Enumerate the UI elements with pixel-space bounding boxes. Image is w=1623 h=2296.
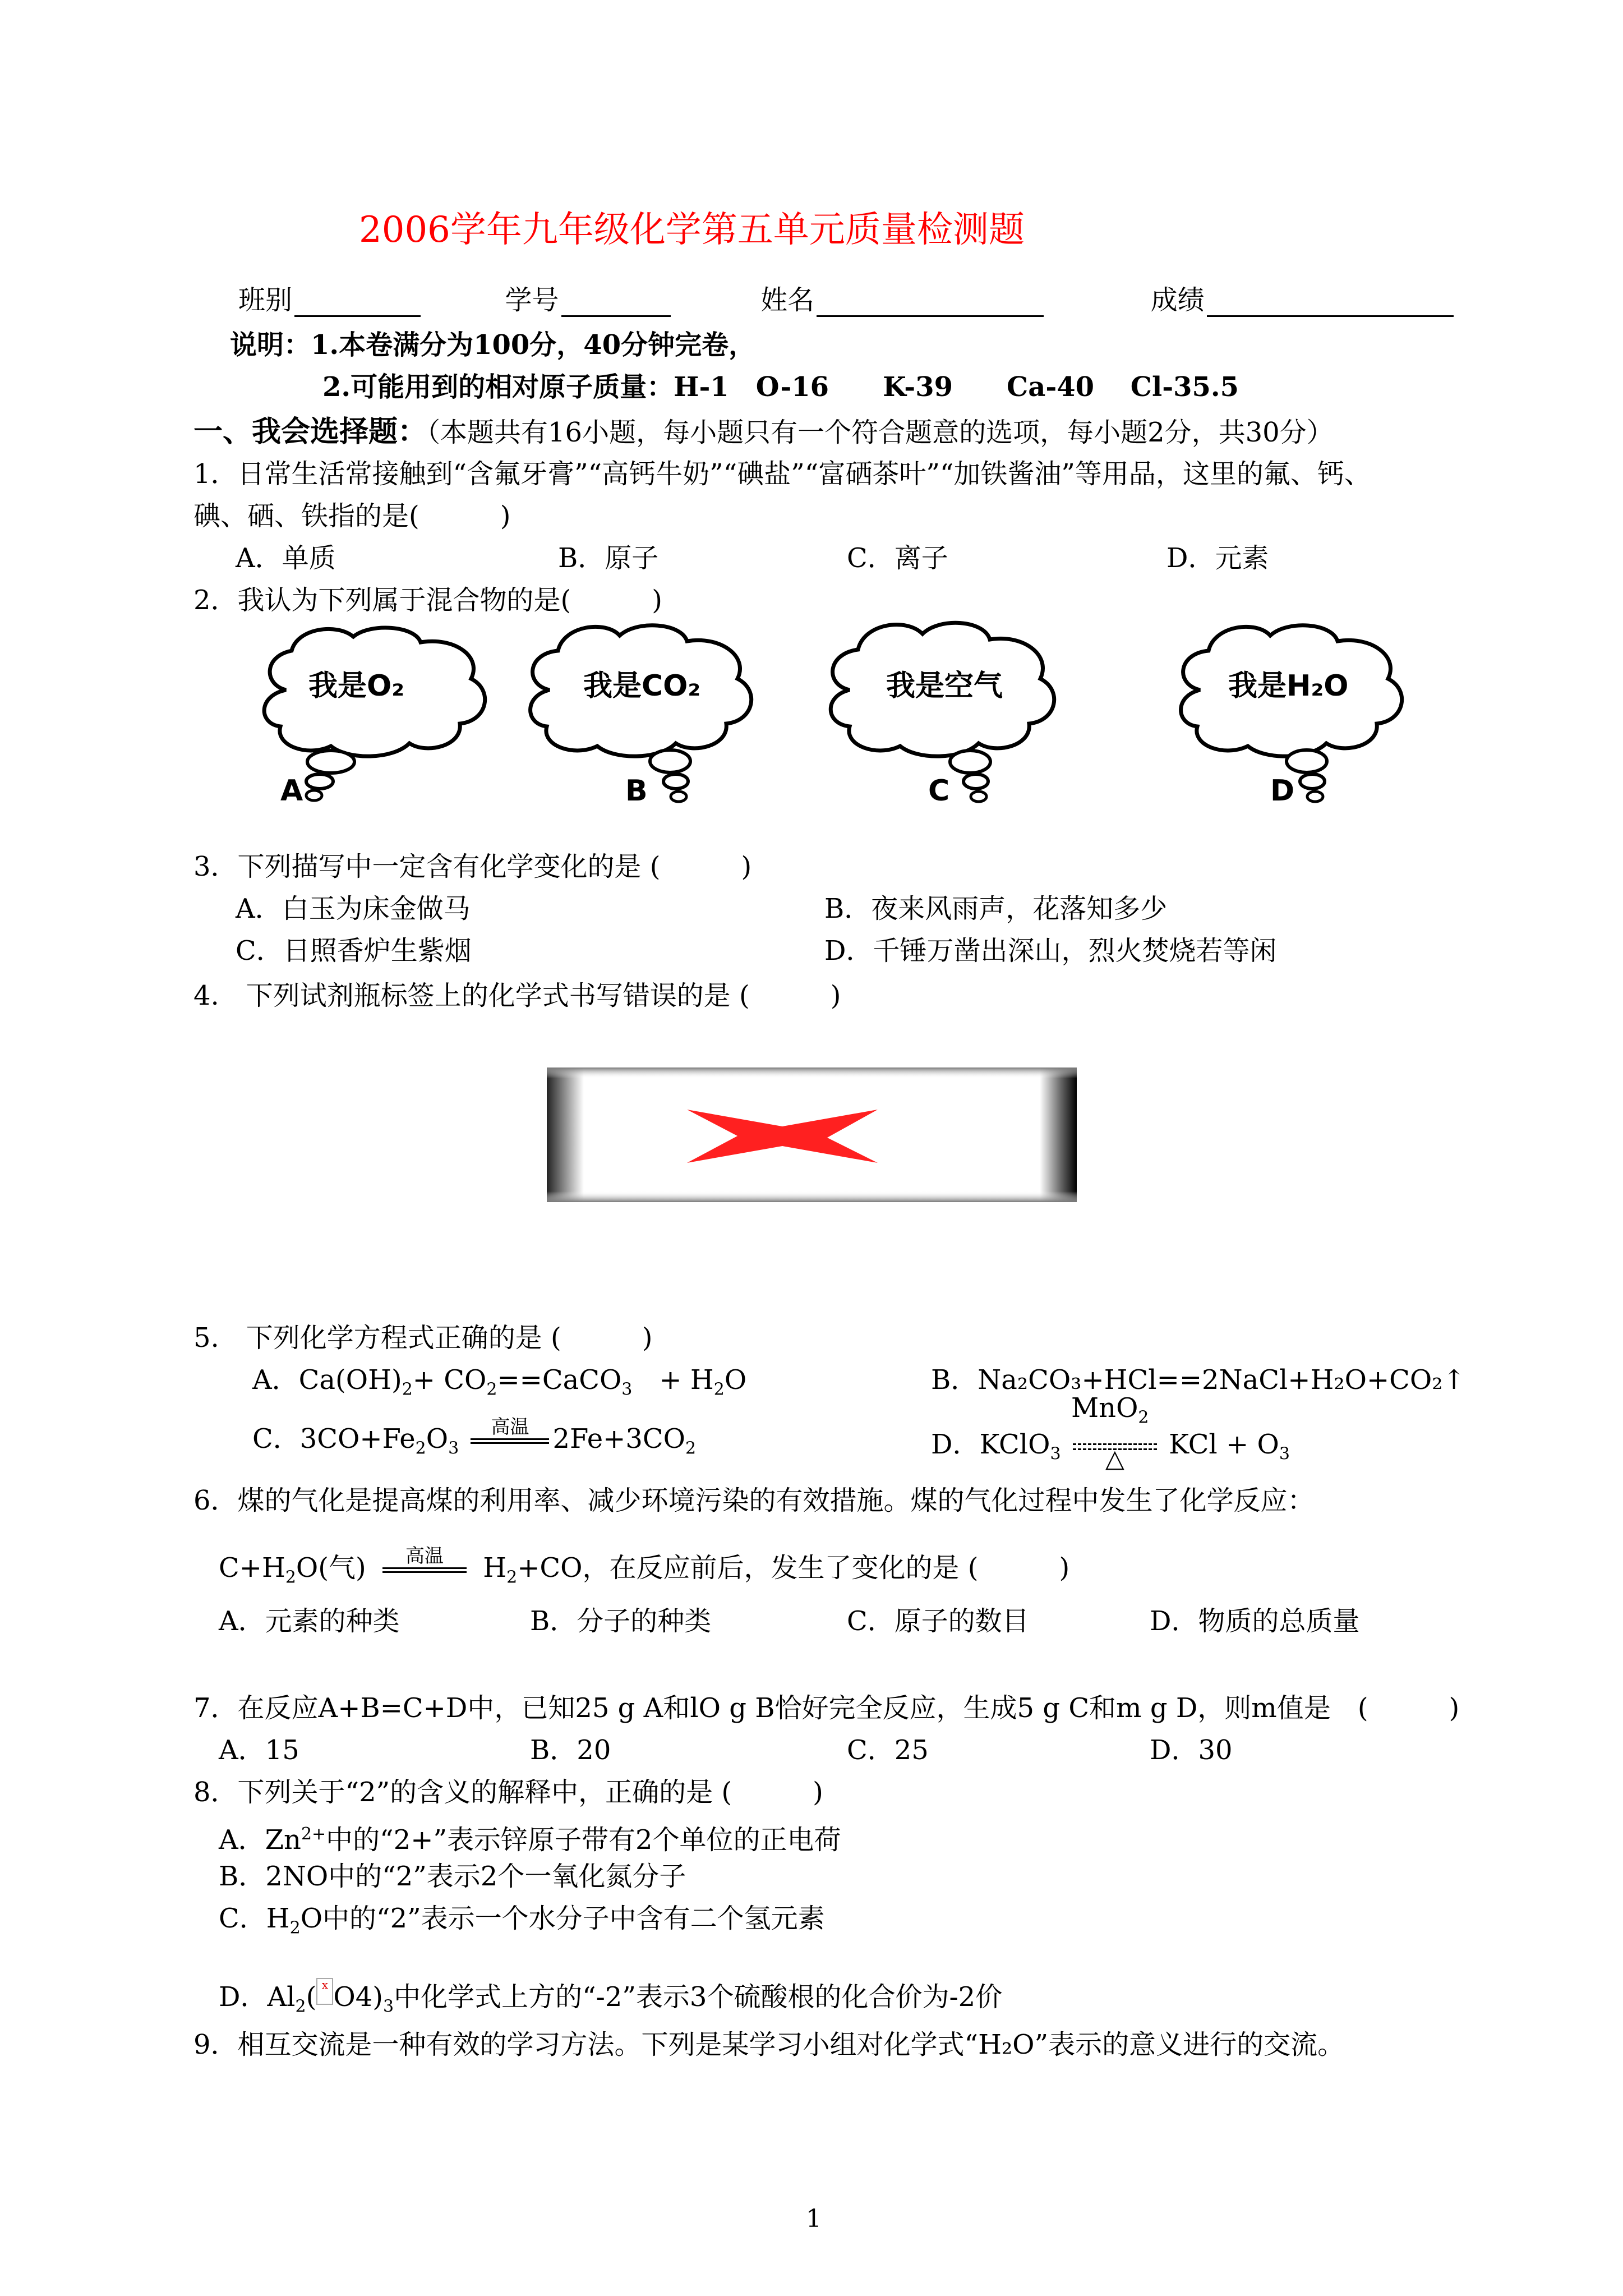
q1-option-a: A．单质 [236, 542, 336, 574]
q5-d-text-2: KCl + O [1169, 1429, 1279, 1460]
q8-c-text-1: C．H [219, 1903, 290, 1934]
q5-a-text-4: + H [632, 1364, 714, 1396]
broken-image-placeholder [547, 1068, 1077, 1202]
q5-a-text-1: A．Ca(OH) [252, 1364, 402, 1396]
q6-option-c: C．原子的数目 [847, 1605, 1029, 1637]
q5-c-text-1: C．3CO+Fe [252, 1423, 416, 1455]
score-label: 成绩 [1150, 284, 1205, 316]
q8-a-text-1: A．Zn [219, 1824, 301, 1856]
q5-a-text-5: O [724, 1364, 747, 1396]
notes-line-1: 说明：1.本卷满分为100分，40分钟完卷， [230, 329, 756, 361]
q5-stem: 5. 下列化学方程式正确的是 ( ) [193, 1322, 653, 1354]
q5-c-condition: 高温 [491, 1415, 529, 1438]
q7-option-d: D．30 [1150, 1734, 1233, 1766]
q1-option-d: D．元素 [1166, 542, 1269, 574]
cloud-d-text: 我是H₂O [1228, 669, 1349, 703]
class-field[interactable] [294, 291, 421, 317]
number-label: 学号 [505, 284, 559, 316]
cloud-a-text: 我是O₂ [308, 669, 404, 703]
q8-d-text-2: O [333, 1981, 356, 2013]
q5-d-catalyst: MnO$_2$ [1071, 1392, 1149, 1428]
q8-option-d: D．$Al_2$( x $O4)_3$中化学式上方的“-2”表示3个硫酸根的化合价为-2价 [219, 1977, 1003, 2017]
student-info-row [238, 283, 1454, 317]
q7-stem: 7．在反应A+B=C+D中，已知25 g A和lO g B恰好完全反应，生成5 g C和m g D，则m值是 ( ) [193, 1692, 1460, 1724]
q5-a-text-2: + CO [412, 1364, 487, 1396]
page-title: 2006学年九年级化学第五单元质量检测题 [359, 209, 1025, 251]
section1-heading: 一、我会选择题： [193, 415, 427, 449]
q1-option-c: C．离子 [847, 542, 948, 574]
q8-d-text-1: D．Al [219, 1981, 296, 2013]
q6-condition: 高温 [405, 1544, 444, 1567]
q1-line1: 1．日常生活常接触到“含氟牙膏”“高钙牛奶”“碘盐”“富硒茶叶”“加铁酱油”等用品，这里的氟、钙、 [193, 458, 1371, 490]
q5-option-d: D．KClO$_3$ △ KCl + $O_3$ [931, 1429, 1290, 1473]
q5-d-text-1: D．KClO [931, 1429, 1050, 1460]
q5-c-text-2: O [426, 1423, 449, 1455]
notes-line-2: 2.可能用到的相对原子质量：H-1 O-16 K-39 Ca-40 Cl-35.5 [322, 371, 1239, 403]
q8-option-b: B．2NO中的“2”表示2个一氧化氮分子 [219, 1861, 686, 1892]
q6-line1: 6．煤的气化是提高煤的利用率、减少环境污染的有效措施。煤的气化过程中发生了化学反应： [193, 1485, 1315, 1516]
q8-c-text-2: O中的“2”表示一个水分子中含有二个氢元素 [300, 1903, 825, 1934]
q5-option-b: B．Na₂CO₃+HCl==2NaCl+H₂O+CO₂↑ [931, 1364, 1465, 1396]
high-temp-condition-c [471, 1416, 549, 1444]
q6-option-b: B．分子的种类 [530, 1605, 712, 1637]
name-field[interactable] [817, 291, 1044, 317]
triangle-heat-icon: △ [1105, 1444, 1124, 1473]
cloud-b-text: 我是CO₂ [583, 669, 701, 703]
q8-stem: 8．下列关于“2”的含义的解释中，正确的是 ( ) [193, 1777, 823, 1808]
q8-a-text-2: 中的“2+”表示锌原子带有2个单位的正电荷 [326, 1824, 841, 1856]
q8-d-text-3: 中化学式上方的“-2”表示3个硫酸根的化合价为-2价 [394, 1981, 1003, 2013]
number-field[interactable] [561, 291, 671, 317]
high-temp-condition-q6 [382, 1545, 467, 1573]
q8-a-sup: 2+ [301, 1824, 326, 1844]
q8-option-a [219, 1818, 841, 1857]
q3-option-b: B．夜来风雨声，花落知多少 [824, 893, 1168, 924]
q8-option-c: C．$H_2O$中的“2”表示一个水分子中含有二个氢元素 [219, 1903, 825, 1938]
q6-text-3: H [483, 1552, 507, 1584]
section1-heading-row [193, 415, 1334, 449]
q6-text-2: O(气) [296, 1552, 366, 1584]
q7-option-b: B．20 [530, 1734, 611, 1766]
broken-image-icon: x [316, 1978, 333, 2005]
q5-option-c: C．$3CO+Fe_2O_3$ 高温 $2Fe+3CO_2$ [252, 1415, 697, 1458]
q5-option-a: A．$Ca(OH)_2+$ $CO_2==CaCO_3$ + $H_2O$ [252, 1364, 747, 1400]
q3-option-a: A．白玉为床金做马 [236, 893, 471, 924]
q3-option-d: D．千锤万凿出深山，烈火焚烧若等闲 [824, 935, 1277, 967]
q5-d-catalyst-text: MnO [1071, 1392, 1138, 1424]
page-number: 1 [806, 2205, 822, 2233]
heat-condition-d [1073, 1443, 1157, 1473]
name-label: 姓名 [760, 284, 815, 316]
q6-option-d: D．物质的总质量 [1150, 1605, 1360, 1637]
cloud-d-letter: D [1270, 774, 1295, 808]
q9-stem: 9．相互交流是一种有效的学习方法。下列是某学习小组对化学式“H₂O”表示的意义进行的交流。 [193, 2029, 1345, 2060]
q7-option-a: A．15 [219, 1734, 299, 1766]
q1-line2: 碘、硒、铁指的是( ) [193, 500, 511, 532]
q6-text-4: +CO，在反应前后，发生了变化的是 ( ) [517, 1552, 1070, 1584]
double-line [382, 1567, 467, 1573]
cloud-c-text: 我是空气 [886, 669, 1003, 703]
q5-a-text-3: ==CaCO [497, 1364, 622, 1396]
q3-option-c: C．日照香炉生紫烟 [236, 935, 472, 967]
class-label: 班别 [238, 284, 293, 316]
q5-c-text-3: 2Fe+3CO [552, 1423, 685, 1455]
score-field[interactable] [1207, 291, 1454, 317]
q1-option-b: B．原子 [558, 542, 659, 574]
q3-stem: 3．下列描写中一定含有化学变化的是 ( ) [193, 851, 752, 882]
cloud-c-letter: C [928, 774, 950, 808]
q2-stem: 2．我认为下列属于混合物的是( ) [193, 585, 662, 616]
q4-stem: 4. 下列试剂瓶标签上的化学式书写错误的是 ( ) [193, 980, 841, 1011]
cloud-a-letter: A [280, 774, 303, 808]
q7-option-c: C．25 [847, 1734, 929, 1766]
q6-equation: $C+H_2O$(气) 高温 $H_2+CO$，在反应前后，发生了变化的是 ( ) [219, 1544, 1070, 1588]
double-line [471, 1438, 549, 1444]
q6-option-a: A．元素的种类 [219, 1605, 400, 1637]
section1-desc: （本题共有16小题，每小题只有一个符合题意的选项，每小题2分，共30分） [427, 417, 1334, 448]
q6-text-1: C+H [219, 1552, 285, 1584]
cloud-b-letter: B [625, 774, 648, 808]
